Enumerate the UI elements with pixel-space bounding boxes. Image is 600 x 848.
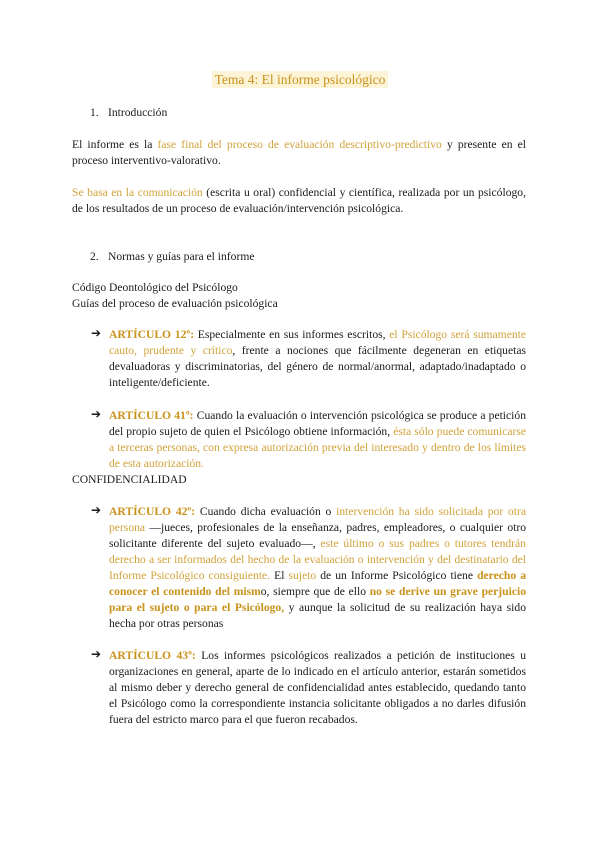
article-41 <box>109 408 526 472</box>
article-42-label: ARTÍCULO 42º: <box>109 505 196 518</box>
intro-p1-highlight: fase final del proceso de evaluación descriptivo-predictivo <box>157 138 442 151</box>
arrow-right-icon: ➔ <box>91 503 102 517</box>
article-42-highlight-4: derecho a conocer el contenido del mism <box>109 569 526 598</box>
article-42-text-a: Cuando dicha evaluación o <box>195 505 337 518</box>
ref-codigo: Código Deontológico del Psicólogo <box>72 281 238 294</box>
article-42-highlight-2: este último o sus padres o tutores tendrán derecho a ser informados del hecho de la evaluación o intervención y del destinatario del Informe Psicológico consiguiente. <box>109 537 526 582</box>
intro-p1-text-a: El informe es la <box>72 138 158 151</box>
article-42-highlight-3: sujeto <box>288 569 317 582</box>
ref-guias: Guías del proceso de evaluación psicológica <box>72 297 278 310</box>
intro-p2-text: (escrita u oral) confidencial y científica, realizada por un psicólogo, de los resultados de un proceso de evaluación/intervención psicológica. <box>72 186 526 215</box>
arrow-right-icon: ➔ <box>91 647 102 661</box>
confidencialidad-heading: CONFIDENCIALIDAD <box>72 473 187 486</box>
section-1-heading: Introducción <box>108 106 168 119</box>
article-41-label: ARTÍCULO 41º: <box>109 409 194 422</box>
intro-paragraph-1 <box>72 137 526 169</box>
section-2-heading: Normas y guías para el informe <box>108 250 255 263</box>
article-43-text: Los informes psicológicos realizados a petición de instituciones u organizaciones en general, aparte de lo indicado en el artículo anterior, estarán sometidos al mismo deber y derecho general de confidencialidad antes establecido, quedando tanto el Psicólogo como la correspondiente instancia solicitante obligados a no darles difusión fuera del estricto marco para el que fueron recabados. <box>109 649 527 726</box>
intro-p1-text-b: y presente en el proceso interventivo-valorativo. <box>72 138 527 167</box>
page-title-text: Tema 4: El informe psicológico <box>212 71 389 88</box>
article-42 <box>109 504 526 632</box>
article-42-highlight-5: no se derive un grave perjuicio para el sujeto o para el Psicólogo, <box>109 585 526 614</box>
intro-paragraph-2 <box>72 185 526 217</box>
arrow-right-icon: ➔ <box>91 407 102 421</box>
article-43-label: ARTÍCULO 43º: <box>109 649 196 662</box>
article-42-text-f: y aunque la solicitud de su realización haya sido hecha por otras personas <box>109 601 526 630</box>
article-41-highlight: ésta sólo puede comunicarse a terceras personas, con expresa autorización previa del interesado y dentro de los límites de esta autorización. <box>109 425 526 470</box>
article-43 <box>109 648 526 728</box>
section-2-number: 2. <box>90 250 99 263</box>
intro-p2-highlight: Se basa en la comunicación <box>72 186 203 199</box>
page-title <box>0 72 600 88</box>
section-1-number: 1. <box>90 106 99 119</box>
article-42-highlight-1: intervención ha sido solicitada por otra persona <box>109 505 526 534</box>
article-12 <box>109 327 526 391</box>
article-12-highlight: el Psicólogo será sumamente cauto, prudente y crítico <box>109 328 526 357</box>
article-12-text-b: , frente a nociones que fácilmente degeneran en etiquetas devaluadoras y discriminatorias, del género de normal/anormal, adaptado/inadaptado o inteligente/deficiente. <box>109 344 526 389</box>
article-42-text-d: de un Informe Psicológico tiene <box>316 569 478 582</box>
article-42-text-e: o, siempre que de ello <box>260 585 370 598</box>
article-41-text: Cuando la evaluación o intervención psicológica se produce a petición del propio sujeto de quien el Psicólogo obtiene información, <box>109 409 526 438</box>
article-42-text-b: —jueces, profesionales de la enseñanza, padres, empleadores, o cualquier otro solicitante diferente del sujeto evaluado—, <box>109 521 526 550</box>
arrow-right-icon: ➔ <box>91 326 102 340</box>
article-42-text-c: El <box>270 569 289 582</box>
article-12-label: ARTÍCULO 12º: <box>109 328 195 341</box>
article-12-text-a: Especialmente en sus informes escritos, <box>194 328 390 341</box>
